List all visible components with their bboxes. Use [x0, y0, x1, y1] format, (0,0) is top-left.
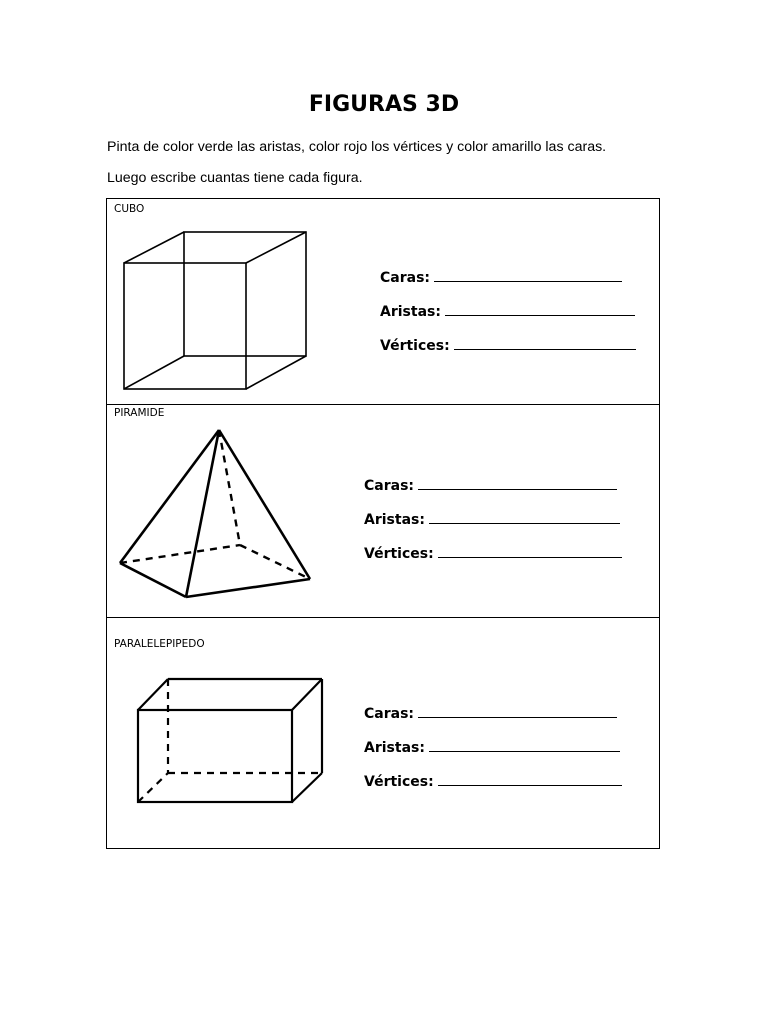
- caras-label: Caras:: [364, 478, 415, 494]
- vertices-label: Vértices:: [364, 774, 434, 790]
- figures-table: [106, 198, 660, 849]
- vertices-label: Vértices:: [380, 338, 450, 354]
- instruction-line-1: Pinta de color verde las aristas, color rojo los vértices y color amarillo las caras.: [107, 139, 607, 155]
- cube-icon: [117, 225, 317, 395]
- caras-answer-line[interactable]: [418, 703, 617, 718]
- caras-label: Caras:: [380, 270, 431, 286]
- vertices-label: Vértices:: [364, 546, 434, 562]
- page-title: FIGURAS 3D: [308, 92, 460, 117]
- figure-label-pyramid: PIRAMIDE: [114, 407, 165, 419]
- instruction-line-2: Luego escribe cuantas tiene cada figura.: [107, 170, 363, 186]
- aristas-answer-line[interactable]: [429, 509, 620, 524]
- vertices-answer-line[interactable]: [454, 335, 636, 350]
- aristas-answer-line[interactable]: [429, 737, 620, 752]
- aristas-answer-line[interactable]: [445, 301, 635, 316]
- figure-label-cube: CUBO: [114, 203, 145, 215]
- figure-label-cuboid: PARALELEPIPEDO: [114, 638, 205, 650]
- aristas-label: Aristas:: [364, 740, 425, 756]
- figure-row-pyramid: [107, 405, 659, 618]
- caras-answer-line[interactable]: [434, 267, 622, 282]
- caras-answer-line[interactable]: [418, 475, 617, 490]
- cuboid-icon: [131, 673, 331, 813]
- aristas-label: Aristas:: [380, 304, 441, 320]
- vertices-answer-line[interactable]: [438, 543, 622, 558]
- vertices-answer-line[interactable]: [438, 771, 622, 786]
- figure-row-cube: [107, 199, 659, 405]
- figure-row-cuboid: [107, 618, 659, 848]
- caras-label: Caras:: [364, 706, 415, 722]
- pyramid-icon: [113, 425, 323, 605]
- aristas-label: Aristas:: [364, 512, 425, 528]
